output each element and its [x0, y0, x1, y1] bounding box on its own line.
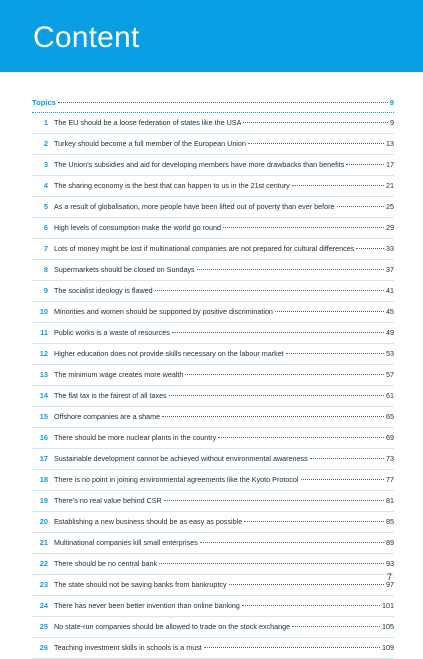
toc-entry-number: 19 [39, 496, 48, 505]
toc-dot-leader [155, 290, 384, 291]
toc-entry-page: 77 [386, 475, 394, 484]
toc-entry-page: 61 [386, 391, 394, 400]
toc-entry[interactable] [32, 491, 394, 511]
toc-dot-leader [164, 500, 384, 501]
toc-entry[interactable] [32, 596, 394, 616]
toc-entry-title: Public works is a waste of resources [54, 328, 170, 337]
toc-entry-number: 13 [39, 370, 48, 379]
toc-list [32, 113, 394, 659]
toc-entry-title: The sharing economy is the best that can happen to us in the 21st century [54, 181, 290, 190]
toc-entry-title: The flat tax is the fairest of all taxes [54, 391, 167, 400]
toc-dot-leader [301, 479, 384, 480]
toc-dot-leader [200, 542, 384, 543]
toc-entry-title: Teaching investment skills in schools is a must [54, 643, 202, 652]
toc-entry-page: 85 [386, 517, 394, 526]
toc-entry[interactable] [32, 323, 394, 343]
toc-entry-number: 5 [43, 202, 48, 211]
toc-entry[interactable] [32, 428, 394, 448]
toc-entry-page: 13 [386, 139, 394, 148]
toc-entry-title: Higher education does not provide skills necessary on the labour market [54, 349, 284, 358]
toc-dot-leader [275, 311, 384, 312]
toc-entry-page: 45 [386, 307, 394, 316]
toc-entry[interactable] [32, 197, 394, 217]
toc-dot-leader [286, 353, 384, 354]
toc-entry-page: 17 [386, 160, 394, 169]
toc-entry[interactable] [32, 239, 394, 259]
toc-dot-leader [292, 626, 380, 627]
toc-entry[interactable] [32, 386, 394, 406]
toc-entry[interactable] [32, 113, 394, 133]
toc-entry-number: 21 [39, 538, 48, 547]
toc-entry-number: 12 [39, 349, 48, 358]
toc-entry[interactable] [32, 470, 394, 490]
toc-entry-title: Minorities and women should be supported by positive discrimination [54, 307, 273, 316]
toc-entry-title: The state should not be saving banks from bankruptcy [54, 580, 227, 589]
toc-entry-title: There is no point in joining environmental agreements like the Kyoto Protocol [54, 475, 299, 484]
header-banner [0, 0, 423, 72]
toc-entry[interactable] [32, 407, 394, 427]
toc-dot-leader [310, 458, 384, 459]
toc-entry-title: There should be no central bank [54, 559, 158, 568]
toc-entry-number: 11 [40, 328, 48, 337]
toc-entry-number: 15 [39, 412, 48, 421]
toc-entry-number: 2 [43, 139, 48, 148]
toc-entry-number: 20 [39, 517, 48, 526]
toc-entry-page: 65 [386, 412, 394, 421]
toc-entry[interactable] [32, 638, 394, 658]
toc-entry-title: The minimum wage creates more wealth [54, 370, 184, 379]
toc-entry-title: The EU should be a loose federation of states like the USA [54, 118, 242, 127]
toc-entry-page: 81 [386, 496, 394, 505]
page-title: Content [33, 21, 140, 54]
toc-dot-leader [218, 437, 384, 438]
toc-entry-page: 109 [382, 643, 394, 652]
toc-entry-title: As a result of globalisation, more people have been lifted out of poverty than ever before [54, 202, 335, 211]
toc-entry-page: 105 [382, 622, 394, 631]
toc-entry[interactable] [32, 134, 394, 154]
toc-entry-number: 23 [39, 580, 48, 589]
toc-dot-leader [356, 248, 384, 249]
toc-entry[interactable] [32, 533, 394, 553]
toc-entry-number: 3 [43, 160, 48, 169]
toc-entry-title: Multinational companies kill small enterprises [54, 538, 198, 547]
toc-entry-page: 69 [386, 433, 394, 442]
toc-dot-leader [346, 164, 384, 165]
toc-dot-leader [185, 374, 384, 375]
toc-entry-number: 24 [39, 601, 48, 610]
toc-entry-number: 22 [39, 559, 48, 568]
toc-entry-title: Sustainable development cannot be achieved without environmental awareness [54, 454, 308, 463]
toc-entry-title: There should be more nuclear plants in the country [54, 433, 217, 442]
toc-entry-number: 1 [43, 118, 48, 127]
toc-entry-page: 57 [386, 370, 394, 379]
toc-entry-number: 8 [43, 265, 48, 274]
toc-entry[interactable] [32, 575, 394, 595]
toc-entry-page: 29 [386, 223, 394, 232]
toc-dot-leader [58, 102, 388, 103]
toc-dot-leader [169, 395, 384, 396]
toc-entry[interactable] [32, 302, 394, 322]
toc-entry-page: 73 [386, 454, 394, 463]
toc-dot-leader [243, 122, 388, 123]
toc-entry-title: High levels of consumption make the world go round [54, 223, 222, 232]
toc-entry[interactable] [32, 155, 394, 175]
toc-entry-page: 49 [386, 328, 394, 337]
toc-entry-number: 16 [39, 433, 48, 442]
toc-entry[interactable] [32, 281, 394, 301]
toc-dot-leader [229, 584, 384, 585]
toc-entry[interactable] [32, 512, 394, 532]
toc-dot-leader [162, 416, 384, 417]
toc-entry-title: Lots of money might be lost if multinational companies are not prepared for cultural differences [54, 244, 355, 253]
toc-entry-title: The Union’s subsidies and aid for developing members have more drawbacks than benefits [54, 160, 345, 169]
toc-entry-page: 101 [382, 601, 394, 610]
toc-entry-title: There’s no real value behind CSR [54, 496, 162, 505]
toc-entry-number: 4 [43, 181, 48, 190]
toc-dot-leader [172, 332, 384, 333]
toc-entry-number: 10 [39, 307, 48, 316]
toc-dot-leader [244, 521, 384, 522]
toc-dot-leader [204, 647, 380, 648]
toc-entry-page: 9 [390, 118, 394, 127]
toc-entry-title: Offshore companies are a shame [54, 412, 161, 421]
toc-entry-number: 14 [39, 391, 48, 400]
footer-page-number: 7 [386, 572, 392, 582]
toc-entry-number: 7 [43, 244, 48, 253]
toc-entry-number: 25 [39, 622, 48, 631]
toc-entry[interactable] [32, 218, 394, 238]
toc-entry-page: 33 [386, 244, 394, 253]
toc-entry[interactable] [32, 365, 394, 385]
toc-entry-number: 6 [43, 223, 48, 232]
toc-entry-page: 93 [386, 559, 394, 568]
toc-dot-leader [248, 143, 384, 144]
toc-dot-leader [159, 563, 384, 564]
toc-entry-title: The socialist ideology is flawed [54, 286, 153, 295]
toc-entry-number: 18 [39, 475, 48, 484]
table-of-contents [32, 94, 394, 659]
toc-entry-page: 89 [386, 538, 394, 547]
toc-dot-leader [197, 269, 384, 270]
toc-entry-number: 17 [39, 454, 48, 463]
toc-topics-page: 9 [389, 98, 394, 107]
toc-entry-number: 9 [43, 286, 48, 295]
toc-dot-leader [337, 206, 385, 207]
toc-entry[interactable] [32, 449, 394, 469]
toc-entry[interactable] [32, 176, 394, 196]
toc-entry-page: 37 [386, 265, 394, 274]
toc-entry-page: 41 [386, 286, 394, 295]
toc-dot-leader [223, 227, 384, 228]
toc-entry-page: 53 [386, 349, 394, 358]
toc-entry-page: 97 [386, 580, 394, 589]
toc-entry-number: 26 [39, 643, 48, 652]
toc-entry[interactable] [32, 554, 394, 574]
toc-dot-leader [242, 605, 380, 606]
toc-topics-label: Topics [32, 98, 56, 107]
toc-entry-title: Turkey should become a full member of the European Union [54, 139, 246, 148]
toc-entry-title: No state-run companies should be allowed to trade on the stock exchange [54, 622, 291, 631]
toc-entry[interactable] [32, 344, 394, 364]
toc-entry-page: 21 [386, 181, 394, 190]
toc-entry-title: There has never been better invention than online banking [54, 601, 240, 610]
toc-entry-title: Supermarkets should be closed on Sundays [54, 265, 195, 274]
toc-entry-page: 25 [386, 202, 394, 211]
toc-entry-title: Establishing a new business should be as easy as possible [54, 517, 243, 526]
toc-topics-row[interactable] [32, 94, 394, 112]
toc-dot-leader [292, 185, 384, 186]
toc-entry[interactable] [32, 617, 394, 637]
toc-entry[interactable] [32, 260, 394, 280]
